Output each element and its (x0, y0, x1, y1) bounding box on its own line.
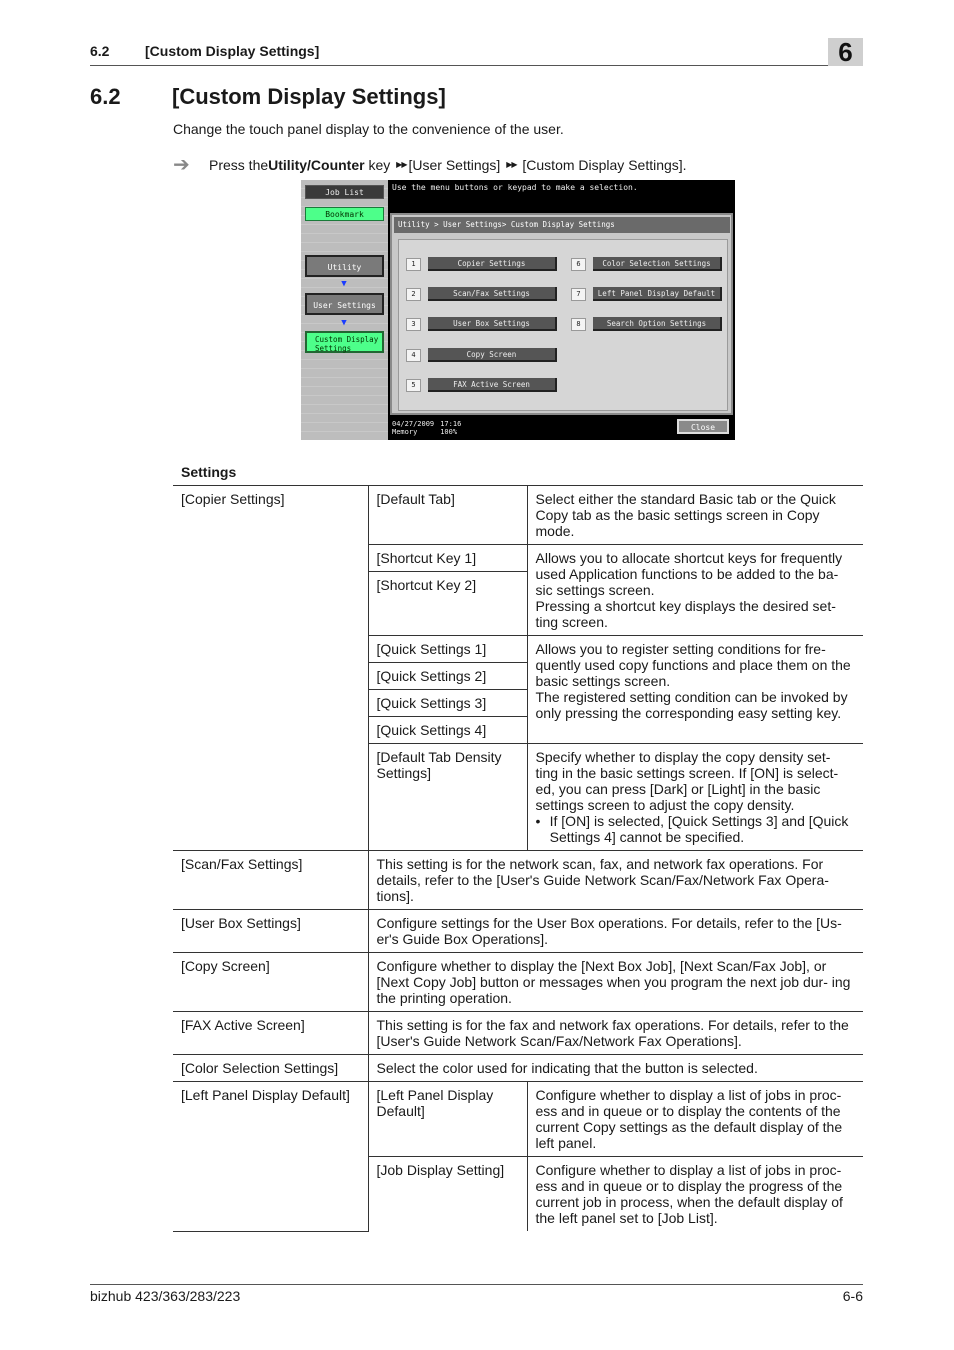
table-cell-description: This setting is for the network scan, fax, and network fax operations. For details, refer to the [User's Guide Network Scan/Fax/Network Fax Opera- tions]. (368, 851, 863, 910)
menu-item-label: Copier Settings (428, 257, 557, 271)
table-cell-description: This setting is for the fax and network fax operations. For details, refer to the [User's Guide Network Scan/Fax/Network Fax Operations]. (368, 1012, 863, 1055)
bookmark-button[interactable]: Bookmark (305, 207, 384, 221)
message-bar: Use the menu buttons or keypad to make a selection. (390, 182, 733, 210)
menu-item-number: 4 (406, 349, 421, 362)
menu-item-left-panel-display-default[interactable] (571, 287, 722, 301)
description-paragraph: Specify whether to display the copy density set- ting in the basic settings screen. If [ON] is select- ed, you can press [Dark] or [Light] in the basic settings screen to adjust the copy density. (535, 749, 839, 813)
chapter-badge: 6 (828, 38, 863, 66)
table-row (173, 1012, 863, 1055)
menu-item-label: FAX Active Screen (428, 378, 557, 392)
table-row (173, 486, 863, 545)
custom-display-settings-button[interactable] (305, 331, 384, 353)
menu-item-label: Search Option Settings (593, 317, 722, 331)
header-section-number: 6.2 (90, 43, 110, 59)
bullet-item (536, 813, 856, 845)
page-footer (90, 1284, 863, 1304)
menu-item-label: User Box Settings (428, 317, 557, 331)
menu-item-number: 1 (406, 258, 421, 271)
status-time: 17:16 (440, 420, 462, 428)
step-instruction (173, 152, 687, 177)
table-cell-subitem: [Job Display Setting] (368, 1157, 527, 1232)
settings-panel (390, 213, 733, 415)
status-date: 04/27/2009 (392, 420, 435, 428)
custom-display-line2: Settings (315, 344, 352, 353)
user-settings-button[interactable]: User Settings (305, 293, 384, 315)
menu-area (398, 239, 728, 411)
table-cell-subitem: [Default Tab Density Settings] (368, 744, 527, 851)
table-row (173, 910, 863, 953)
table-cell-description: Configure whether to display the [Next Box Job], [Next Scan/Fax Job], or [Next Copy Job] button or messages when you program the next job dur- ing the printing operation. (368, 953, 863, 1012)
table-cell-subitem: [Shortcut Key 2] (368, 572, 527, 636)
menu-item-scan-fax-settings[interactable] (406, 287, 557, 301)
running-header-text (90, 43, 319, 59)
table-row (173, 1055, 863, 1082)
table-cell-description: Configure whether to display a list of jobs in proc- ess and in queue or to display the contents of the current Copy settings as the default display of the left panel. (527, 1082, 863, 1157)
table-cell-description (527, 545, 863, 636)
header-section-title: [Custom Display Settings] (145, 43, 320, 59)
step-key: Utility/Counter (268, 156, 365, 173)
table-cell-subitem: [Quick Settings 1] (368, 636, 527, 663)
job-list-button[interactable]: Job List (305, 185, 384, 199)
table-cell-item: [Left Panel Display Default] (173, 1082, 368, 1232)
footer-model: bizhub 423/363/283/223 (90, 1288, 241, 1304)
status-info (392, 420, 484, 436)
footer-page-number: 6-6 (842, 1288, 863, 1304)
menu-item-number: 7 (571, 288, 586, 301)
menu-item-label: Left Panel Display Default (593, 287, 722, 301)
description-paragraph: Allows you to register setting conditions for fre- quently used copy functions and place them on the basic settings screen. (535, 641, 851, 689)
double-arrow-icon: ▶▶ (506, 160, 517, 169)
description-paragraph: Allows you to allocate shortcut keys for frequently used Application functions to be added to the ba- sic settings screen. (535, 550, 843, 598)
description-paragraph: Pressing a shortcut key displays the desired set- ting screen. (535, 598, 836, 630)
menu-item-label: Copy Screen (428, 348, 557, 362)
status-memory-value: 100% (440, 428, 458, 436)
table-row (173, 851, 863, 910)
settings-table (173, 485, 863, 1232)
menu-item-search-option-settings[interactable] (571, 317, 722, 331)
table-cell-subitem: [Quick Settings 2] (368, 663, 527, 690)
table-cell-description: Configure whether to display a list of jobs in proc- ess and in queue or to display the progress of the current job in process, when the default display of the left panel set to [Job List]. (527, 1157, 863, 1232)
bullet-text: If [ON] is selected, [Quick Settings 3] and [Quick Settings 4] cannot be specified. (549, 813, 849, 845)
table-row (173, 1082, 863, 1157)
status-memory-label: Memory (392, 428, 418, 436)
table-cell-item: [Scan/Fax Settings] (173, 851, 368, 910)
table-cell-description: Select the color used for indicating that the button is selected. (368, 1055, 863, 1082)
double-arrow-icon: ▶▶ (396, 160, 407, 169)
table-cell-item: [Copy Screen] (173, 953, 368, 1012)
utility-button[interactable]: Utility (305, 255, 384, 277)
step-arrow-icon: ➔ (173, 154, 190, 176)
breadcrumb: Utility > User Settings> Custom Display Settings (394, 217, 730, 233)
table-cell-item: [FAX Active Screen] (173, 1012, 368, 1055)
step-prefix: Press the (209, 156, 269, 173)
arrow-down-icon: ▼ (341, 318, 347, 328)
menu-item-color-selection-settings[interactable] (571, 257, 722, 271)
table-cell-item: [User Box Settings] (173, 910, 368, 953)
arrow-down-icon: ▼ (341, 279, 347, 289)
menu-item-copy-screen[interactable] (406, 348, 557, 362)
step-path1: [User Settings] (408, 156, 505, 173)
step-path2: [Custom Display Settings]. (518, 156, 687, 173)
intro-text: Change the touch panel display to the convenience of the user. (173, 121, 564, 137)
page-title (90, 84, 446, 110)
table-cell-subitem: [Left Panel Display Default] (368, 1082, 527, 1157)
menu-item-number: 5 (406, 379, 421, 392)
table-row (173, 953, 863, 1012)
table-cell-description (527, 636, 863, 744)
status-bar (390, 417, 733, 439)
table-cell-subitem: [Quick Settings 4] (368, 717, 527, 744)
custom-display-line1: Custom Display (315, 335, 379, 344)
table-cell-description (527, 744, 863, 851)
table-cell-subitem: [Default Tab] (368, 486, 527, 545)
running-header (90, 43, 863, 66)
menu-item-number: 2 (406, 288, 421, 301)
table-cell-subitem: [Shortcut Key 1] (368, 545, 527, 572)
table-cell-item: [Color Selection Settings] (173, 1055, 368, 1082)
control-panel-screenshot (301, 180, 735, 440)
description-paragraph: The registered setting condition can be invoked by only pressing the corresponding easy setting key. (535, 689, 848, 721)
menu-item-number: 8 (571, 318, 586, 331)
menu-item-label: Color Selection Settings (593, 257, 722, 271)
table-cell-description: Select either the standard Basic tab or the Quick Copy tab as the basic settings screen in Copy mode. (527, 486, 863, 545)
step-after-key: key (364, 156, 395, 173)
title-text: [Custom Display Settings] (172, 84, 446, 109)
menu-item-number: 3 (406, 318, 421, 331)
close-button[interactable]: Close (677, 419, 729, 434)
menu-item-label: Scan/Fax Settings (428, 287, 557, 301)
menu-item-number: 6 (571, 258, 586, 271)
table-cell-subitem: [Quick Settings 3] (368, 690, 527, 717)
title-number: 6.2 (90, 84, 121, 109)
settings-heading: Settings (181, 464, 237, 480)
bullet-icon: • (535, 813, 541, 829)
table-cell-item: [Copier Settings] (173, 486, 368, 851)
menu-item-copier-settings[interactable] (406, 257, 557, 271)
table-cell-description: Configure settings for the User Box operations. For details, refer to the [Us- er's Guide Box Operations]. (368, 910, 863, 953)
menu-item-user-box-settings[interactable] (406, 317, 557, 331)
left-panel (301, 180, 388, 440)
menu-item-fax-active-screen[interactable] (406, 378, 557, 392)
